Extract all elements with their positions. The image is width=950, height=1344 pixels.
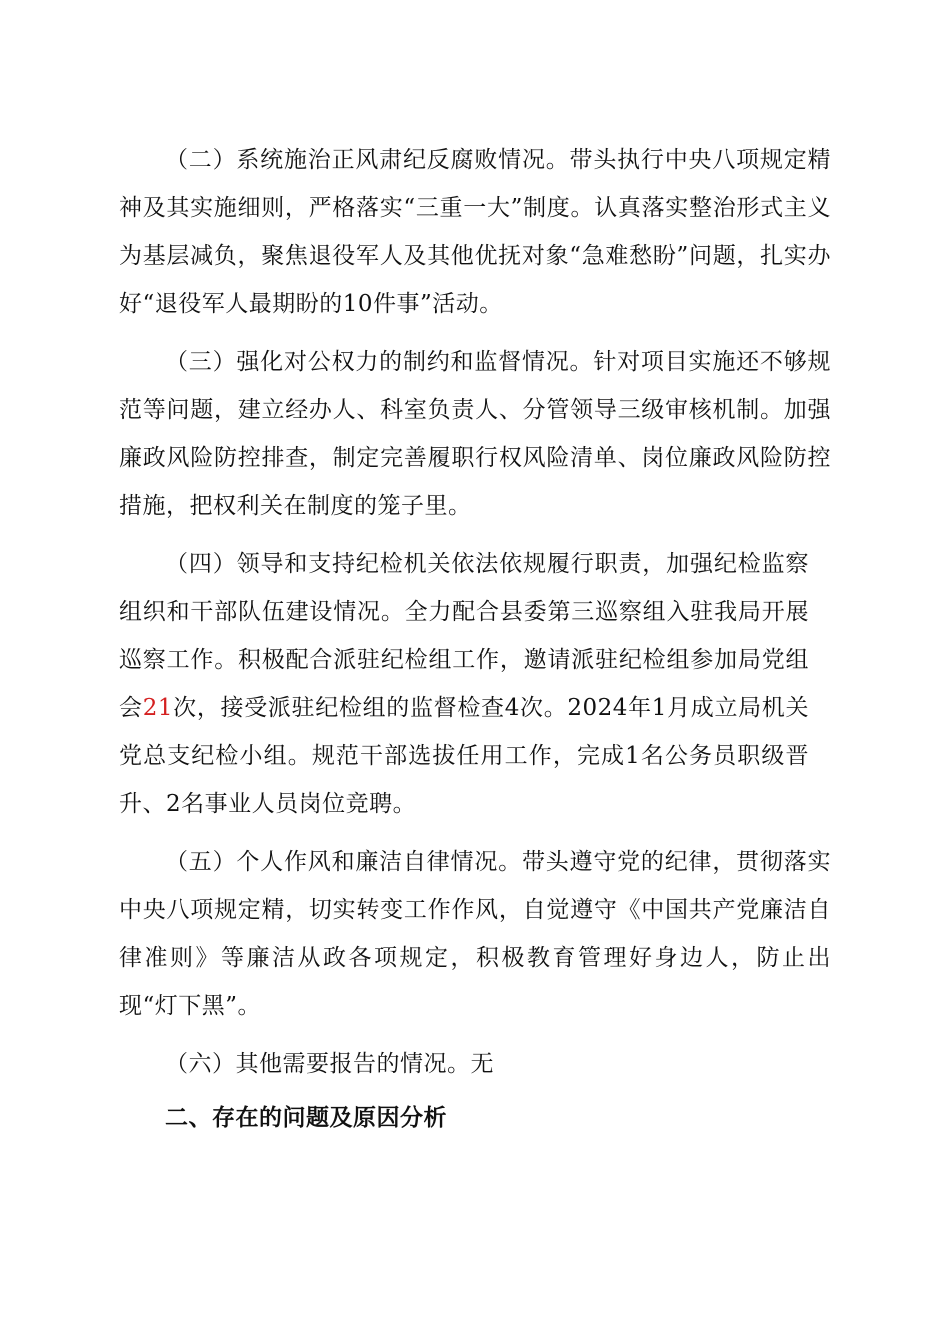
paragraph-4-text-before: （四）领导和支持纪检机关依法依规履行职责，加强纪检监察组织和干部队伍建设情况。全力配合县委第三巡察组入驻我局开展巡察工作。积极配合派驻纪检组工作，邀请派驻纪检组参加局党组会 — [119, 551, 809, 721]
document-body — [119, 136, 831, 1142]
paragraph-4 — [119, 540, 809, 828]
paragraph-3: （三）强化对公权力的制约和监督情况。针对项目实施还不够规范等问题，建立经办人、科室负责人、分管领导三级审核机制。加强廉政风险防控排查，制定完善履职行权风险清单、岗位廉政风险防控措施，把权利关在制度的笼子里。 — [119, 349, 831, 519]
paragraph-4-text-after: 次，接受派驻纪检组的监督检查4次。2024年1月成立局机关党总支纪检小组。规范干部选拔任用工作，完成1名公务员职级晋升、2名事业人员岗位竞聘。 — [119, 695, 809, 817]
paragraph-6: （六）其他需要报告的情况。无 — [165, 1051, 494, 1077]
section-heading: 二、存在的问题及原因分析 — [165, 1105, 447, 1131]
highlighted-count: 21 — [142, 695, 173, 721]
paragraph-2: （二）系统施治正风肃纪反腐败情况。带头执行中央八项规定精神及其实施细则，严格落实“三重一大”制度。认真落实整治形式主义为基层减负，聚焦退役军人及其他优抚对象“急难愁盼”问题，扎实办好“退役军人最期盼的10件事”活动。 — [119, 147, 831, 317]
paragraph-5: （五）个人作风和廉洁自律情况。带头遵守党的纪律，贯彻落实中央八项规定精，切实转变工作作风，自觉遵守《中国共产党廉洁自律准则》等廉洁从政各项规定，积极教育管理好身边人，防止出现“灯下黑”。 — [119, 849, 831, 1019]
